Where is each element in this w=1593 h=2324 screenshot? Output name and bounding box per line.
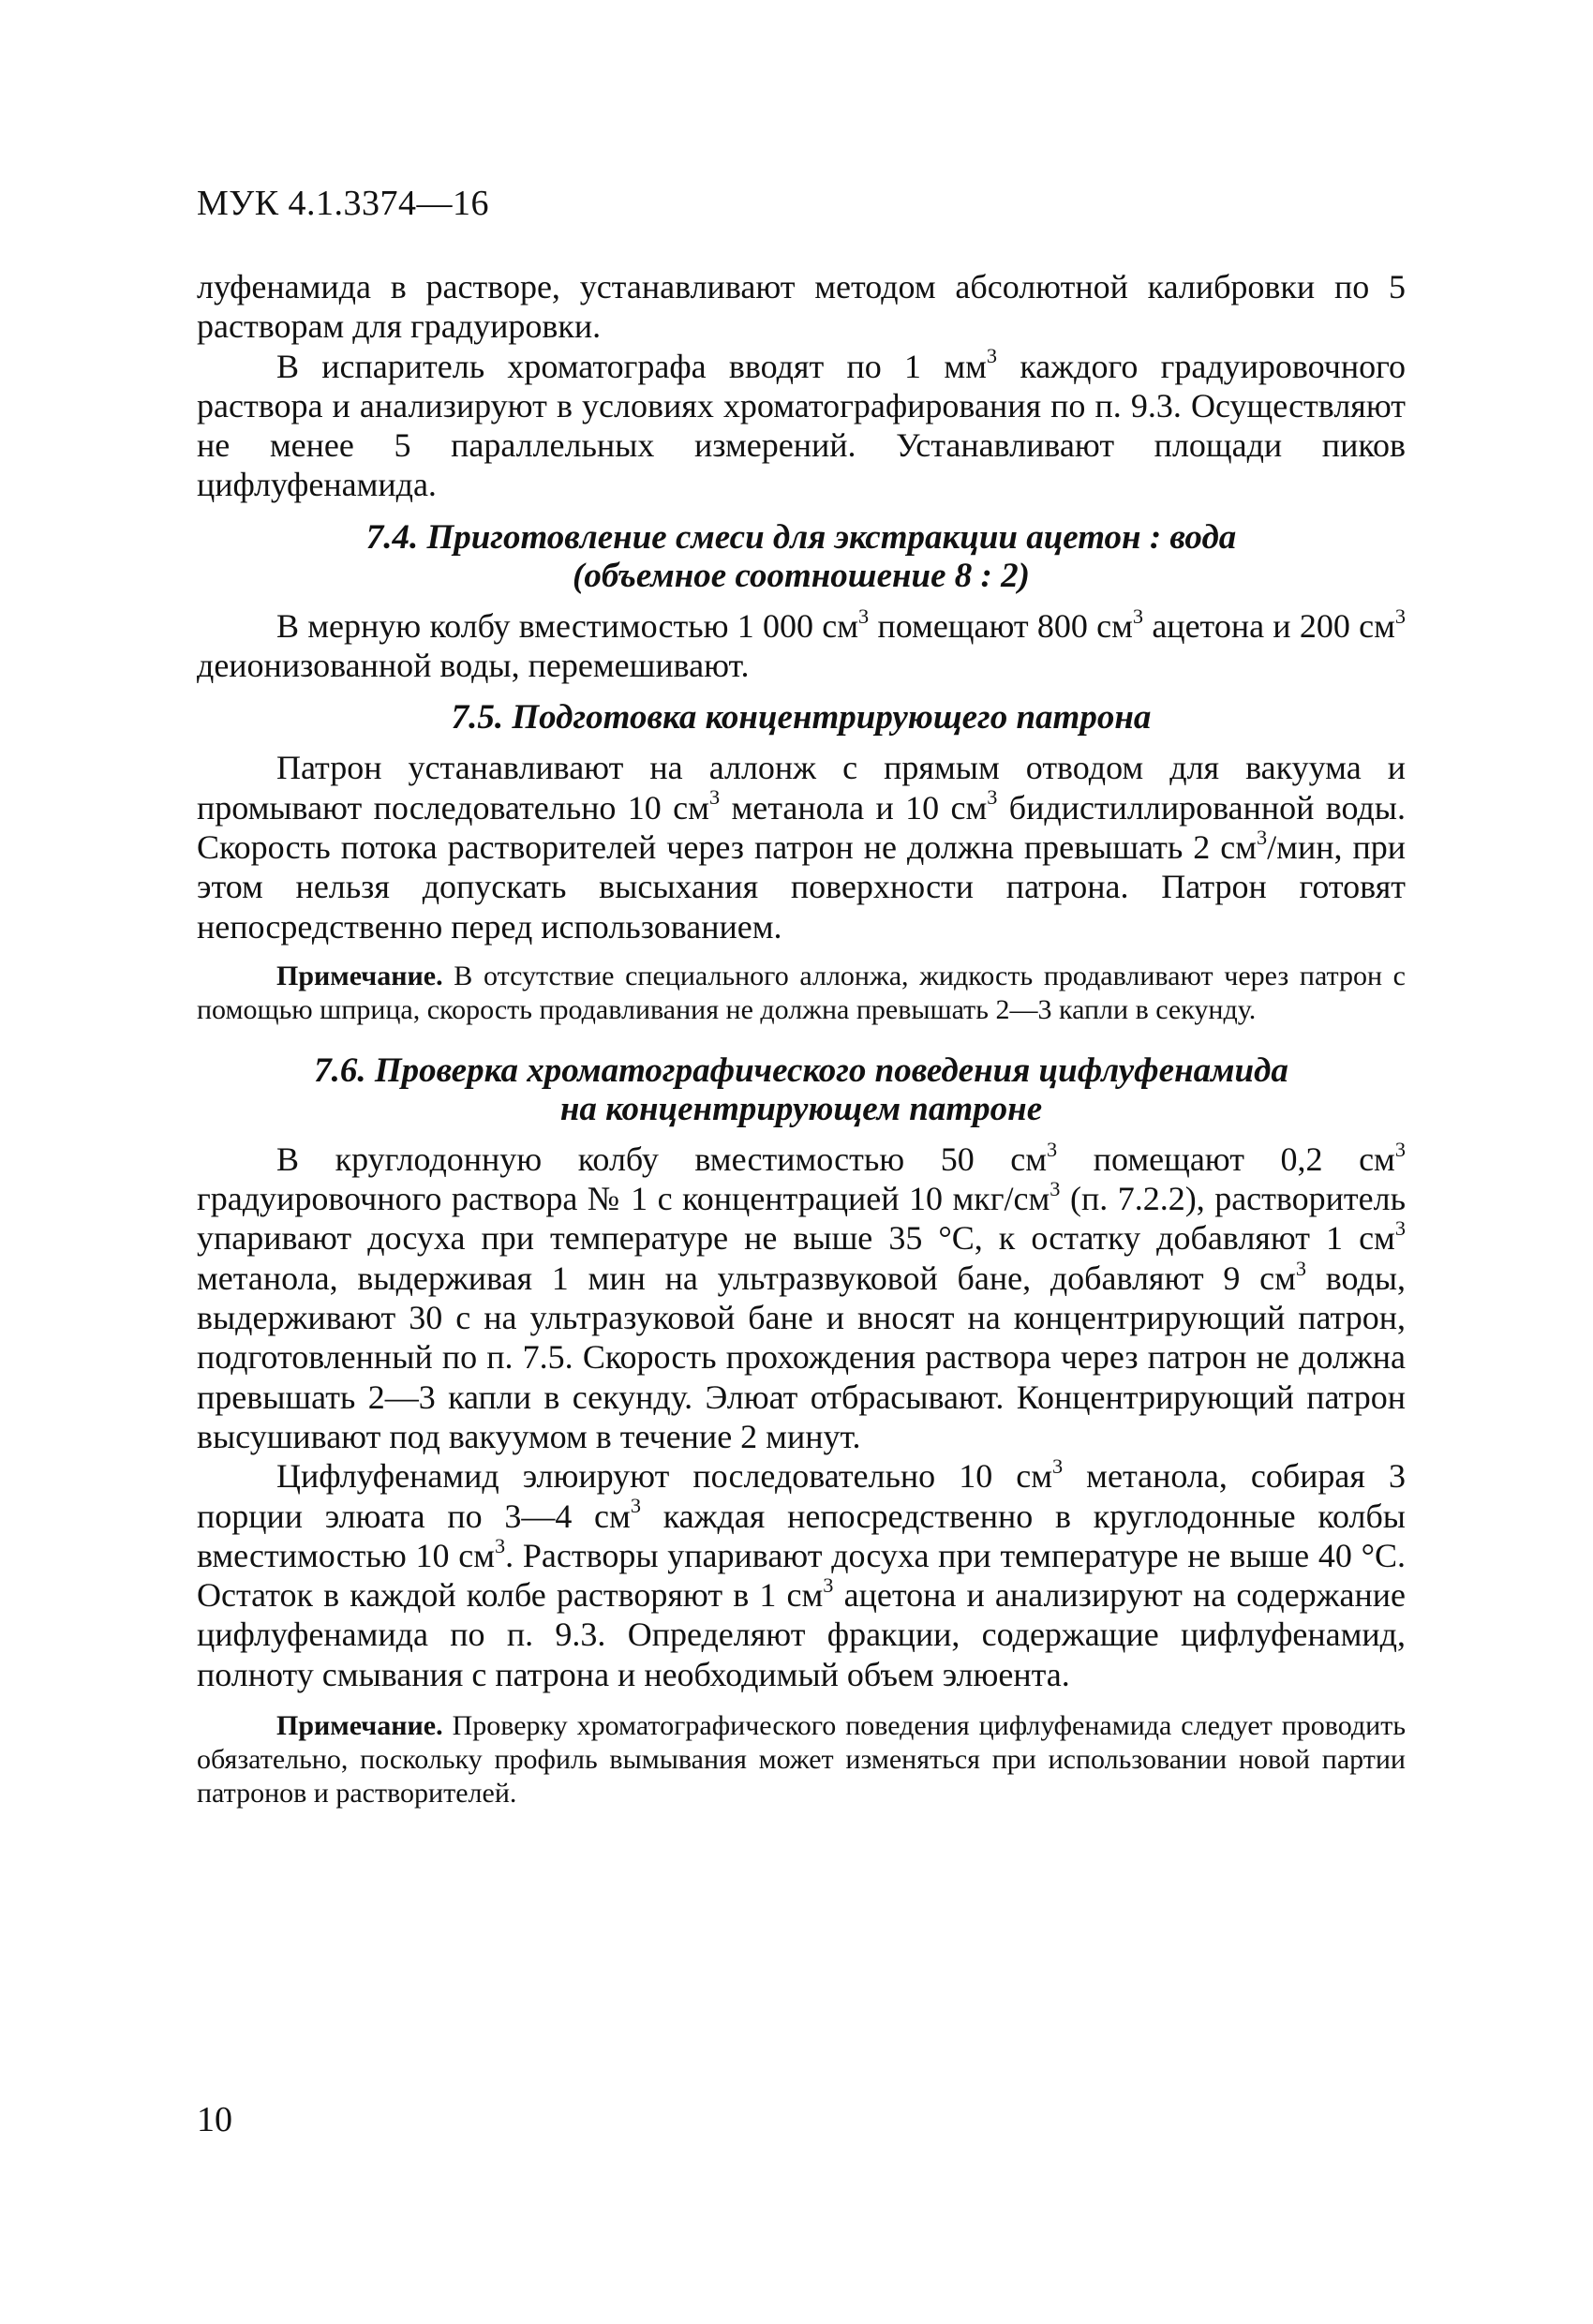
paragraph-acetone-water: В мерную колбу вместимостью 1 000 $см^3$ помещают 800 $см^3$ ацетона и 200 $см^3$ деионизованной воды, перемешивают. (197, 603, 1407, 685)
document-page (197, 183, 1406, 1824)
heading-line: 7.5. Подготовка концентрирующего патрона (451, 698, 1152, 737)
heading-line: на концентрирующем патроне (559, 1089, 1043, 1128)
paragraph-cartridge-prep: Патрон устанавливают на аллонж с прямым отводом для вакуума и промывают последовательно 10 $см^3$ метанола и 10 $см^3$ бидистиллированной воды. Скорость потока растворителей через патрон не должна превышать 2 $см^3$/мин, при этом нельзя допускать высыхания поверхности патрона. Патрон готовят непосредственно перед использованием. (197, 749, 1406, 946)
heading-line: 7.6. Проверка хроматографического поведения цифлуфенамида (314, 1050, 1288, 1090)
page-number: 10 (197, 2100, 232, 2139)
running-header: МУК 4.1.3374—16 (197, 184, 490, 223)
paragraph-elution: Цифлуфенамид элюируют последовательно 10 $см^3$ метанола, собирая 3 порции элюата по 3—4 $см^3$ каждая непосредственно в круглодонные колбы вместимостью 10 $см^3$. Растворы упаривают досуха при температуре не выше 40 °С. Остаток в каждой колбе растворяют в 1 $см^3$ ацетона и анализируют на содержание цифлуфенамида по п. 9.3. Определяют фракции, содержащие цифлуфенамид, полноту смывания с патрона и необходимый объем элюента. (197, 1454, 1407, 1693)
note-label: Примечание. (276, 1710, 443, 1742)
heading-line: 7.4. Приготовление смеси для экстракции ацетон : вода (365, 517, 1237, 557)
note-behavior-check: Примечание. Проверку хроматографического поведения цифлуфенамида следует проводить обязательно, поскольку профиль вымывания может изменяться при использовании новой партии патронов и растворителей. (197, 1710, 1406, 1810)
section-heading-7-4 (197, 518, 1406, 595)
note-label: Примечание. (276, 960, 443, 991)
section-heading-7-5 (197, 698, 1406, 737)
heading-line: (объемное соотношение 8 : 2) (573, 556, 1030, 595)
note-cartridge: Примечание. В отсутствие специального аллонжа, жидкость продавливают через патрон с помощью шприца, скорость продавливания не должна превышать 2—3 капли в секунду. (197, 960, 1406, 1025)
paragraph-injection: В испаритель хроматографа вводят по 1 $мм^3$ каждого градуировочного раствора и анализируют в условиях хроматографирования по п. 9.3. Осуществляют не менее 5 параллельных измерений. Устанавливают площади пиков цифлуфенамида. (197, 344, 1406, 504)
paragraph-calibration: луфенамида в растворе, устанавливают методом абсолютной калибровки по 5 растворам для градуировки. (197, 268, 1406, 346)
section-heading-7-6 (197, 1051, 1406, 1128)
paragraph-behavior-check: В круглодонную колбу вместимостью 50 $см^3$ помещают 0,2 $см^3$ градуировочного раствора № 1 с концентрацией 10 мкг/$см^3$ (п. 7.2.2), растворитель упаривают досуха при температуре не выше 35 °С, к остатку добавляют 1 $см^3$ метанола, выдерживая 1 мин на ультразвуковой бане, добавляют 9 $см^3$ воды, выдерживают 30 с на ультразуковой бане и вносят на концентрирующий патрон, подготовленный по п. 7.5. Скорость прохождения раствора через патрон не должна превышать 2—3 капли в секунду. Элюат отбрасывают. Концентрирующий патрон высушивают под вакуумом в течение 2 минут. (197, 1137, 1407, 1455)
